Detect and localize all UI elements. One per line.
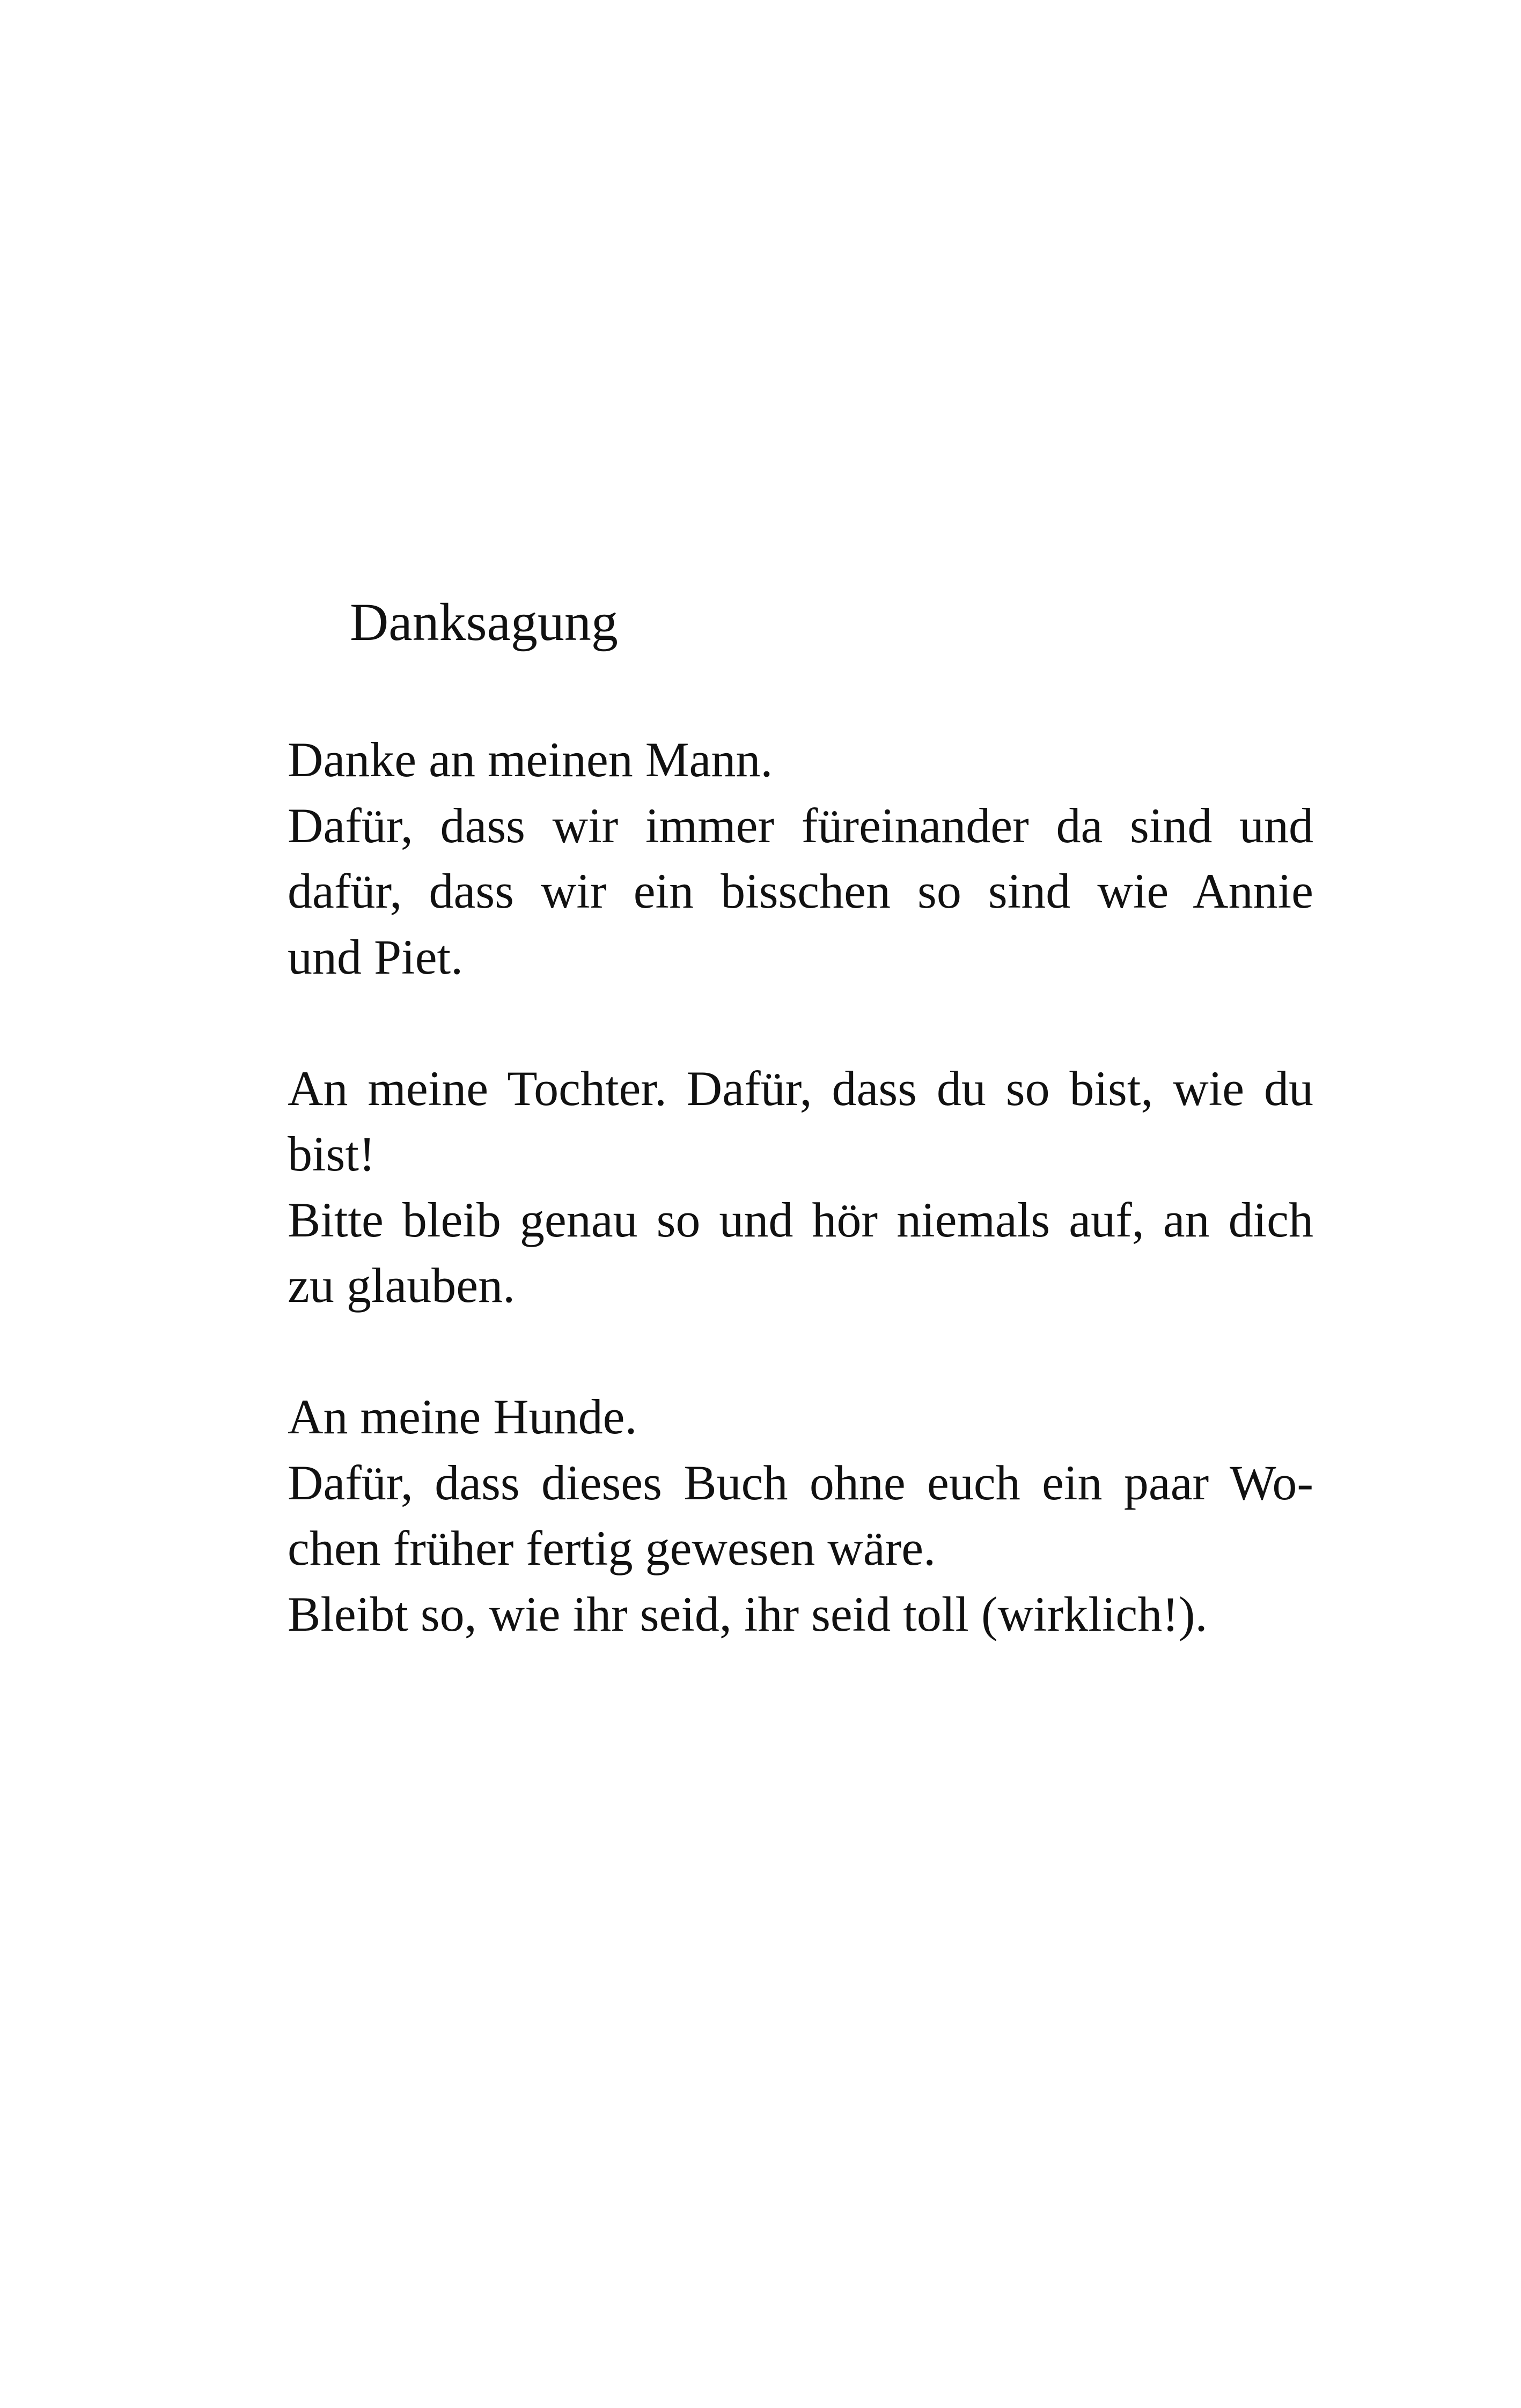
text-line: Dafür, dass wir immer füreinander da sind und — [288, 798, 1313, 853]
text-line: Bleibt so, wie ihr seid, ihr seid toll (wirklich!). — [288, 1586, 1208, 1641]
paragraph-gap — [288, 990, 1313, 1056]
page-title: Danksagung — [350, 592, 618, 652]
paragraph-dogs — [288, 1384, 1313, 1647]
text-line: An meine Tochter. Dafür, dass du so bist, wie du — [288, 1061, 1313, 1116]
paragraph-daughter — [288, 1056, 1313, 1319]
text-line: Dafür, dass dieses Buch ohne euch ein paar Wo- — [288, 1455, 1313, 1510]
acknowledgement-text — [288, 727, 1313, 1647]
text-line: zu glauben. — [288, 1258, 516, 1313]
text-line: dafür, dass wir ein bisschen so sind wie Annie — [288, 864, 1313, 918]
paragraph-husband — [288, 727, 1313, 990]
text-line: An meine Hunde. — [288, 1389, 637, 1444]
text-line: Danke an meinen Mann. — [288, 732, 773, 787]
text-line: bist! — [288, 1126, 376, 1181]
text-line: und Piet. — [288, 929, 464, 984]
text-line: chen früher fertig gewesen wäre. — [288, 1521, 936, 1575]
paragraph-gap — [288, 1319, 1313, 1385]
text-line: Bitte bleib genau so und hör niemals auf, an dich — [288, 1192, 1313, 1247]
